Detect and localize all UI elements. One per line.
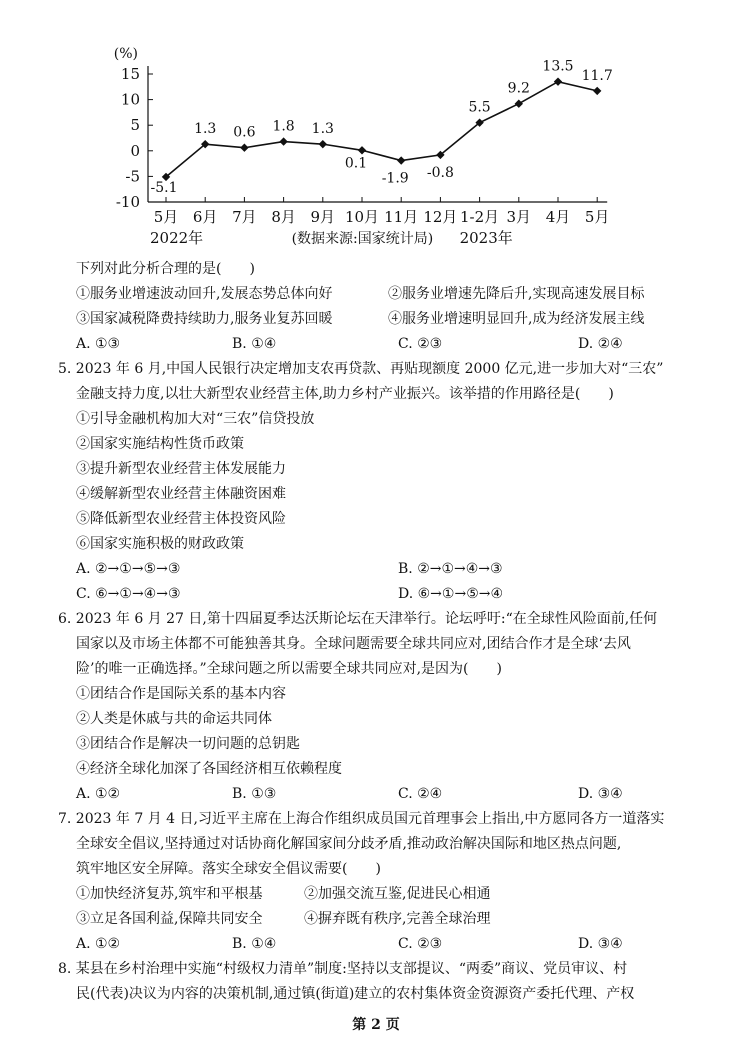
y-tick-label: 10 [120,90,140,109]
q7-statement-1: ①加快经济复苏,筑牢和平根基 [76,886,263,902]
q5-statement-6: ⑥国家实施积极的财政政策 [76,536,244,552]
x-tick-label: 9月 [310,208,336,226]
q6-option-c: C. ②④ [398,786,443,802]
y-tick-label: -10 [115,193,140,211]
q6-stem-line-1: 6. 2023 年 6 月 27 日,第十四届夏季达沃斯论坛在天津举行。论坛呼吁:“在全球性风险面前,任何 [58,611,658,627]
q5-statement-5: ⑤降低新型农业经营主体投资风险 [76,511,286,527]
x-tick-label: 8月 [271,208,296,226]
q6-statement-2: ②人类是休戚与共的命运共同体 [76,711,272,727]
x-tick-label: 3月 [506,208,532,226]
x-tick-label: 11月 [384,208,419,226]
data-point [279,137,287,145]
x-tick-label: 6月 [192,208,218,226]
data-point [358,146,366,154]
data-point [397,156,405,164]
data-label: 13.5 [542,58,574,75]
q6-stem-line-3: 险’的唯一正确选择。”全球问题之所以需要全球共同应对,是因为( ) [76,661,502,677]
q7-statement-3: ③立足各国利益,保障共同安全 [76,911,263,927]
y-tick-label: 5 [130,116,140,135]
q6-statement-4: ④经济全球化加深了各国经济相互依赖程度 [76,761,342,777]
q5-statement-1: ①引导金融机构加大对“三农”信贷投放 [76,411,315,427]
q7-option-a: A. ①② [76,936,121,952]
x-tick-label: 12月 [423,208,458,226]
q6-option-b: B. ①③ [232,786,277,802]
x-tick-label: 5月 [153,208,179,226]
x-tick-label: 1-2月 [460,208,500,226]
data-label: 9.2 [507,80,530,97]
data-label: -0.8 [426,164,454,181]
q8-stem-line-1: 8. 某县在乡村治理中实施“村级权力清单”制度:坚持以支部提议、“两委”商议、党员审议、村 [58,961,628,977]
q4-option-b: B. ①④ [232,336,277,352]
q5-statement-4: ④缓解新型农业经营主体融资困难 [76,486,286,502]
data-point [240,144,248,152]
q7-option-d: D. ③④ [578,936,623,952]
q4-option-c: C. ②③ [398,336,443,352]
q5-statement-3: ③提升新型农业经营主体发展能力 [76,461,286,477]
data-label: 1.8 [272,118,295,135]
q4-statement-1: ①服务业增速波动回升,发展态势总体向好 [76,286,333,302]
data-point [515,99,523,107]
services-growth-line-chart [0,0,752,258]
q7-statement-2: ②加强交流互鉴,促进民心相通 [304,886,491,902]
y-tick-label: 15 [120,65,140,83]
data-label: 1.3 [311,121,334,138]
page-number: 第 2 页 [352,1017,400,1033]
year-label-2023: 2023年 [459,229,513,247]
y-tick-label: 0 [130,141,140,160]
q4-option-a: A. ①③ [76,336,121,352]
q5-option-a: A. ②→①→⑤→③ [76,561,181,577]
data-source-note: (数据来源:国家统计局) [291,231,434,247]
q7-statement-4: ④摒弃既有秩序,完善全球治理 [304,911,491,927]
q6-statement-1: ①团结合作是国际关系的基本内容 [76,686,286,702]
q5-option-b: B. ②→①→④→③ [398,561,503,577]
q4-option-d: D. ②④ [578,336,623,352]
data-label: 1.3 [194,121,217,138]
data-label: 0.1 [344,155,368,172]
q7-option-c: C. ②③ [398,936,443,952]
year-label-2022: 2022年 [150,229,204,247]
q5-stem-line-2: 金融支持力度,以壮大新型农业经营主体,助力乡村产业振兴。该举措的作用路径是( ) [76,386,614,402]
x-tick-label: 7月 [232,208,257,226]
q7-option-b: B. ①④ [232,936,277,952]
data-label: 5.5 [468,99,491,116]
q4-statement-3: ③国家减税降费持续助力,服务业复苏回暖 [76,311,333,327]
q5-stem-line-1: 5. 2023 年 6 月,中国人民银行决定增加支农再贷款、再贴现额度 2000 亿元,进一步加大对“三农” [58,361,664,377]
q7-stem-line-2: 全球安全倡议,坚持通过对话协商化解国家间分歧矛盾,推动政治解决国际和地区热点问题, [76,836,622,852]
q6-option-d: D. ③④ [578,786,623,802]
data-label: 11.7 [581,67,613,84]
y-tick-label: -5 [125,167,140,186]
q5-option-d: D. ⑥→①→⑤→④ [398,586,504,602]
q4-statement-4: ④服务业增速明显回升,成为经济发展主线 [388,311,645,327]
q6-statement-3: ③团结合作是解决一切问题的总钥匙 [76,736,300,752]
x-tick-label: 4月 [545,208,571,226]
series-line [166,82,597,177]
data-label: -5.1 [150,179,178,196]
data-point [319,140,327,148]
x-tick-label: 10月 [344,208,380,226]
q6-stem-line-2: 国家以及市场主体都不可能独善其身。全球问题需要全球共同应对,团结合作才是全球‘去风 [76,636,631,652]
q4-stem: 下列对此分析合理的是( ) [76,261,255,277]
data-label: -1.9 [381,170,409,187]
q4-statement-2: ②服务业增速先降后升,实现高速发展目标 [388,286,645,302]
q6-option-a: A. ①② [76,786,121,802]
q7-stem-line-3: 筑牢地区安全屏障。落实全球安全倡议需要( ) [76,861,381,877]
y-axis-unit-label: (%) [113,46,138,62]
data-point [554,77,562,85]
q5-option-c: C. ⑥→①→④→③ [76,586,181,602]
data-point [593,87,601,95]
q8-stem-line-2: 民(代表)决议为内容的决策机制,通过镇(街道)建立的农村集体资金资源资产委托代理、产权 [76,986,635,1002]
data-label: 0.6 [233,124,256,141]
q5-statement-2: ②国家实施结构性货币政策 [76,436,244,452]
q7-stem-line-1: 7. 2023 年 7 月 4 日,习近平主席在上海合作组织成员国元首理事会上指出,中方愿同各方一道落实 [58,811,665,827]
x-tick-label: 5月 [584,208,610,226]
